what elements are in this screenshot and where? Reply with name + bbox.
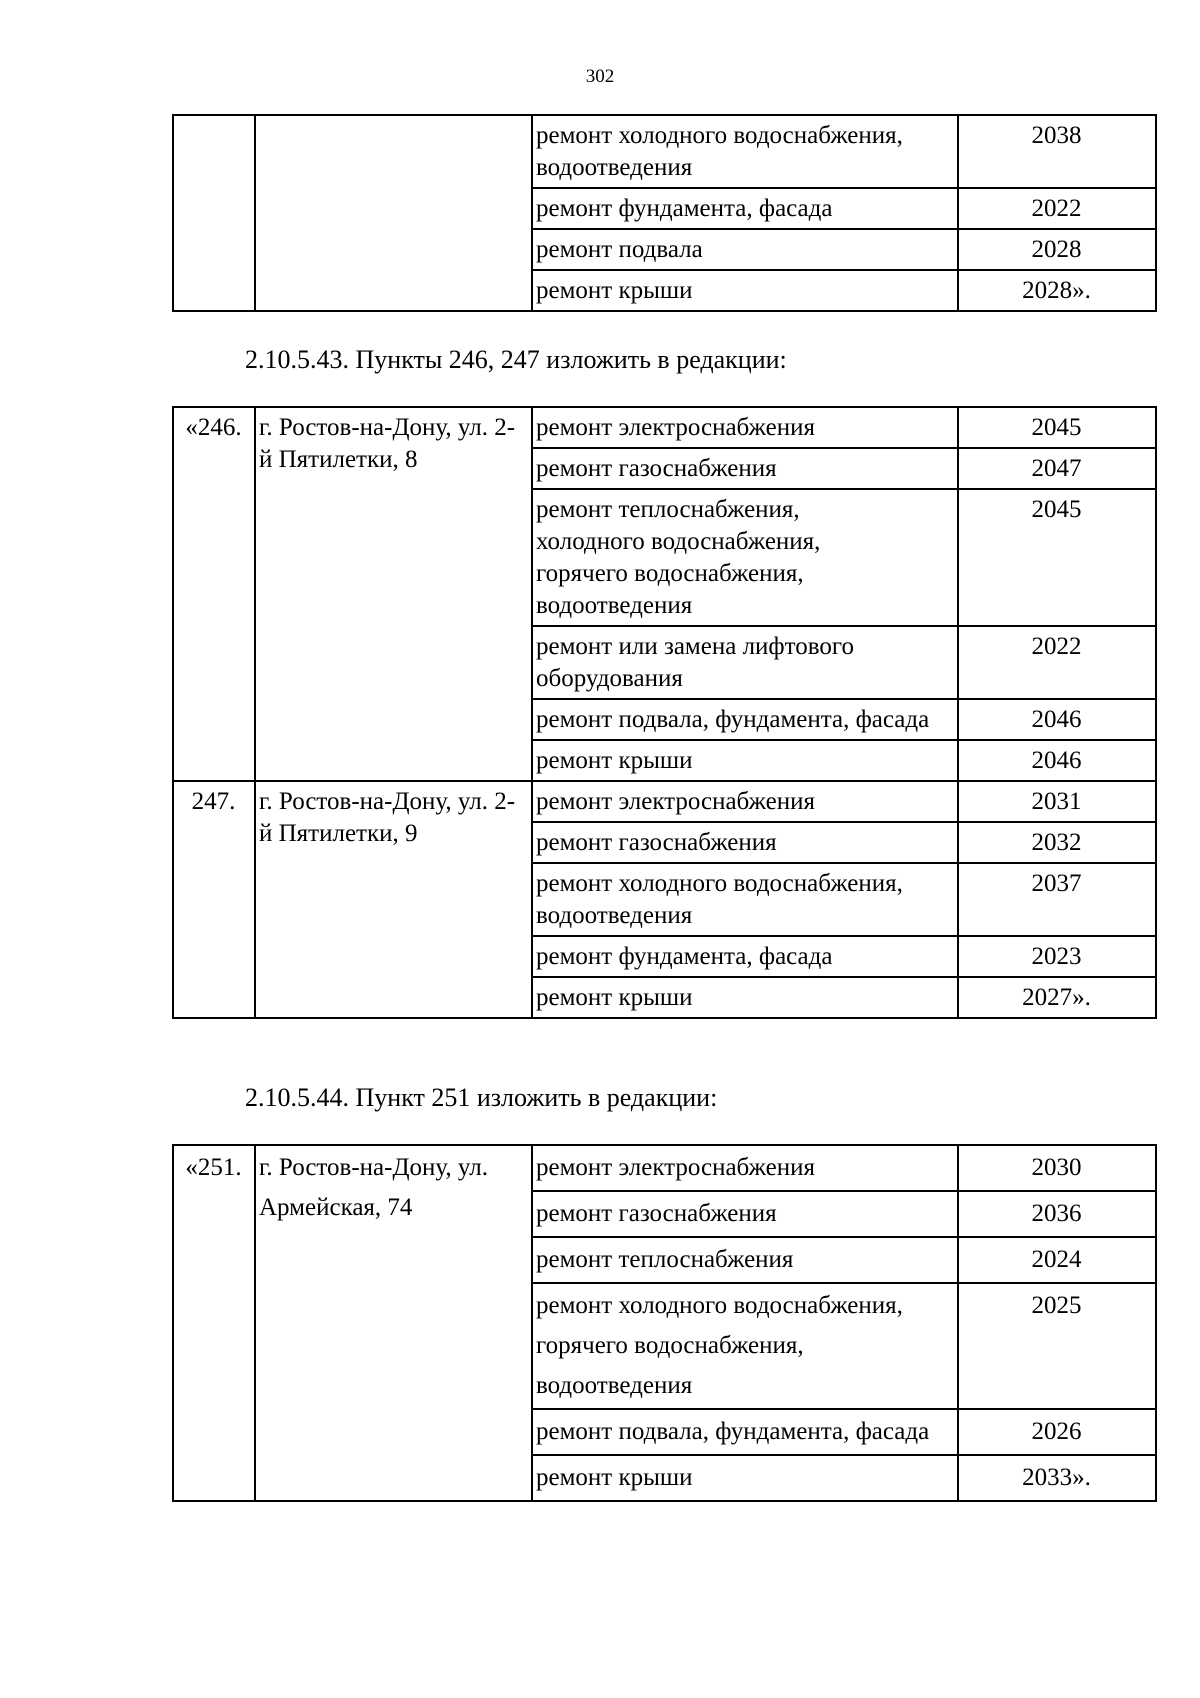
- year-cell: 2022: [958, 188, 1156, 229]
- year-cell: 2046: [958, 740, 1156, 781]
- address-cell: г. Ростов-на-Дону, ул. Армейская, 74: [255, 1145, 532, 1501]
- work-cell: ремонт холодного водоснабжения, водоотведения: [532, 115, 958, 188]
- year-cell: 2031: [958, 781, 1156, 822]
- work-cell: ремонт или замена лифтового оборудования: [532, 626, 958, 699]
- work-cell: ремонт газоснабжения: [532, 1191, 958, 1237]
- year-cell: 2027».: [958, 977, 1156, 1018]
- year-cell: 2022: [958, 626, 1156, 699]
- num-cell: 247.: [173, 781, 255, 1018]
- year-cell: 2028».: [958, 270, 1156, 311]
- work-cell: ремонт газоснабжения: [532, 448, 958, 489]
- work-cell: ремонт электроснабжения: [532, 407, 958, 448]
- work-cell: ремонт подвала: [532, 229, 958, 270]
- work-cell: ремонт фундамента, фасада: [532, 188, 958, 229]
- num-cell: «246.: [173, 407, 255, 781]
- work-cell: ремонт холодного водоснабжения, водоотведения: [532, 863, 958, 936]
- work-cell: ремонт подвала, фундамента, фасада: [532, 699, 958, 740]
- year-cell: 2030: [958, 1145, 1156, 1191]
- work-cell: ремонт теплоснабжения: [532, 1237, 958, 1283]
- work-cell: ремонт газоснабжения: [532, 822, 958, 863]
- year-cell: 2028: [958, 229, 1156, 270]
- address-cell: г. Ростов-на-Дону, ул. 2-й Пятилетки, 8: [255, 407, 532, 781]
- work-cell: ремонт фундамента, фасада: [532, 936, 958, 977]
- year-cell: 2038: [958, 115, 1156, 188]
- year-cell: 2024: [958, 1237, 1156, 1283]
- num-cell: [173, 115, 255, 311]
- work-cell: ремонт электроснабжения: [532, 1145, 958, 1191]
- year-cell: 2023: [958, 936, 1156, 977]
- work-cell: ремонт холодного водоснабжения, горячего водоснабжения, водоотведения: [532, 1283, 958, 1409]
- address-cell: [255, 115, 532, 311]
- work-cell: ремонт крыши: [532, 1455, 958, 1501]
- table-row: [173, 115, 1156, 188]
- table-row: [173, 407, 1156, 448]
- address-cell: г. Ростов-на-Дону, ул. 2-й Пятилетки, 9: [255, 781, 532, 1018]
- year-cell: 2032: [958, 822, 1156, 863]
- year-cell: 2026: [958, 1409, 1156, 1455]
- year-cell: 2037: [958, 863, 1156, 936]
- paragraph-43: 2.10.5.43. Пункты 246, 247 изложить в редакции:: [245, 345, 787, 374]
- year-cell: 2046: [958, 699, 1156, 740]
- work-cell: ремонт подвала, фундамента, фасада: [532, 1409, 958, 1455]
- year-cell: 2047: [958, 448, 1156, 489]
- page-number: 302: [585, 66, 615, 87]
- work-cell: ремонт теплоснабжения, холодного водоснабжения, горячего водоснабжения, водоотведения: [532, 489, 958, 626]
- work-cell: ремонт крыши: [532, 740, 958, 781]
- year-cell: 2033».: [958, 1455, 1156, 1501]
- year-cell: 2036: [958, 1191, 1156, 1237]
- table-row: [173, 781, 1156, 822]
- work-cell: ремонт электроснабжения: [532, 781, 958, 822]
- paragraph-44: 2.10.5.44. Пункт 251 изложить в редакции:: [245, 1083, 718, 1112]
- item-251-table: [172, 1144, 1157, 1502]
- continued-table: [172, 114, 1157, 312]
- year-cell: 2025: [958, 1283, 1156, 1409]
- table-row: [173, 1145, 1156, 1191]
- items-246-247-table: [172, 406, 1157, 1019]
- work-cell: ремонт крыши: [532, 270, 958, 311]
- num-cell: «251.: [173, 1145, 255, 1501]
- work-cell: ремонт крыши: [532, 977, 958, 1018]
- year-cell: 2045: [958, 407, 1156, 448]
- year-cell: 2045: [958, 489, 1156, 626]
